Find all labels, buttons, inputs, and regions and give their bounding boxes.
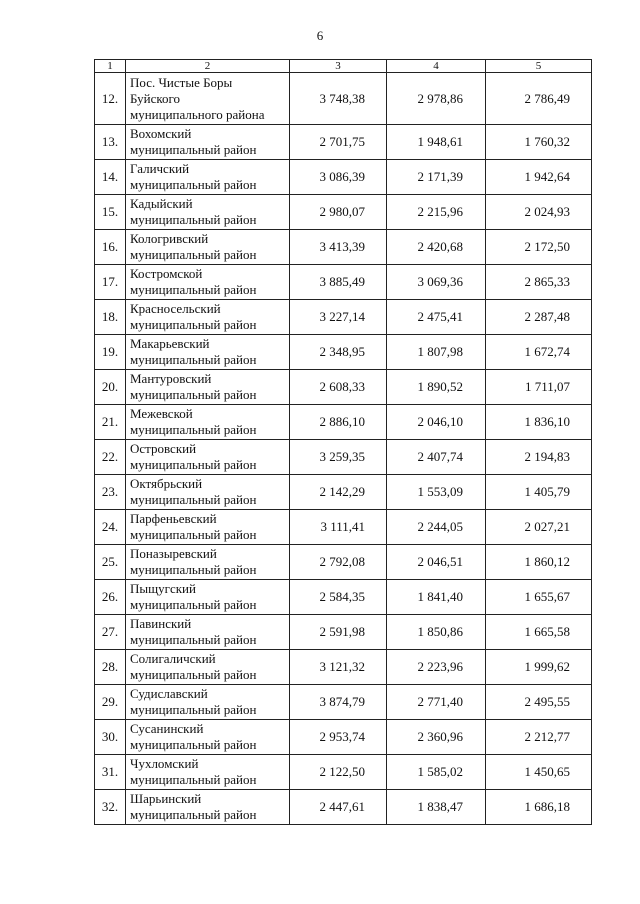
value-col-4: 1 890,52 (387, 370, 486, 405)
district-name-line: муниципальный район (130, 527, 257, 542)
value-col-5: 2 495,55 (486, 685, 592, 720)
table-row (95, 755, 592, 790)
row-number: 31. (95, 755, 126, 790)
district-name-line: Павинский (130, 616, 192, 631)
value-col-4: 2 771,40 (387, 685, 486, 720)
value-col-3: 2 980,07 (290, 195, 387, 230)
value-col-5: 2 024,93 (486, 195, 592, 230)
value-col-4: 2 046,10 (387, 405, 486, 440)
table-row (95, 650, 592, 685)
value-col-3: 2 142,29 (290, 475, 387, 510)
table-row (95, 265, 592, 300)
table-row (95, 580, 592, 615)
value-col-5: 1 711,07 (486, 370, 592, 405)
district-name (126, 265, 290, 300)
value-col-4: 2 420,68 (387, 230, 486, 265)
district-name-line: муниципальный район (130, 492, 257, 507)
district-name (126, 685, 290, 720)
row-number: 22. (95, 440, 126, 475)
district-name-line: муниципальный район (130, 562, 257, 577)
row-number: 14. (95, 160, 126, 195)
table-row (95, 440, 592, 475)
table-row (95, 160, 592, 195)
value-col-3: 3 259,35 (290, 440, 387, 475)
district-name-line: Пос. Чистые Боры (130, 74, 233, 90)
district-name-line: Чухломский (130, 756, 199, 771)
value-col-3: 3 413,39 (290, 230, 387, 265)
header-cell-3: 3 (290, 60, 387, 73)
value-col-4: 1 838,47 (387, 790, 486, 825)
table-row (95, 475, 592, 510)
value-col-3: 2 584,35 (290, 580, 387, 615)
value-col-3: 3 121,32 (290, 650, 387, 685)
district-name (126, 580, 290, 615)
value-col-5: 2 865,33 (486, 265, 592, 300)
district-name (126, 230, 290, 265)
row-number: 24. (95, 510, 126, 545)
district-name-line: муниципальный район (130, 212, 257, 227)
district-name-line: муниципальный район (130, 247, 257, 262)
district-name (126, 405, 290, 440)
district-name (126, 440, 290, 475)
row-number: 19. (95, 335, 126, 370)
value-col-4: 2 407,74 (387, 440, 486, 475)
row-number: 21. (95, 405, 126, 440)
district-name (126, 790, 290, 825)
district-name-line: Парфеньевский (130, 511, 217, 526)
value-col-5: 1 665,58 (486, 615, 592, 650)
value-col-5: 2 287,48 (486, 300, 592, 335)
value-col-5: 2 786,49 (486, 73, 592, 125)
row-number: 20. (95, 370, 126, 405)
value-col-5: 1 999,62 (486, 650, 592, 685)
district-name (126, 73, 290, 125)
row-number: 12. (95, 73, 126, 125)
row-number: 13. (95, 125, 126, 160)
district-name (126, 335, 290, 370)
header-row (95, 60, 592, 73)
value-col-4: 1 807,98 (387, 335, 486, 370)
table-row (95, 720, 592, 755)
table-row (95, 370, 592, 405)
row-number: 25. (95, 545, 126, 580)
district-name-line: муниципальный район (130, 457, 257, 472)
district-name (126, 475, 290, 510)
district-name-line: Межевской (130, 406, 193, 421)
district-name (126, 125, 290, 160)
row-number: 23. (95, 475, 126, 510)
value-col-3: 3 227,14 (290, 300, 387, 335)
district-name-line: муниципальный район (130, 632, 257, 647)
district-name (126, 160, 290, 195)
district-name-line: Костромской (130, 266, 203, 281)
value-col-3: 3 885,49 (290, 265, 387, 300)
value-col-5: 1 860,12 (486, 545, 592, 580)
table-row (95, 335, 592, 370)
value-col-4: 2 215,96 (387, 195, 486, 230)
value-col-3: 2 591,98 (290, 615, 387, 650)
row-number: 16. (95, 230, 126, 265)
table-body (95, 73, 592, 825)
table-row (95, 685, 592, 720)
value-col-3: 2 608,33 (290, 370, 387, 405)
district-name-line: Мантуровский (130, 371, 212, 386)
row-number: 29. (95, 685, 126, 720)
value-col-3: 3 748,38 (290, 73, 387, 125)
table-row (95, 510, 592, 545)
value-col-4: 1 948,61 (387, 125, 486, 160)
row-number: 28. (95, 650, 126, 685)
district-name-line: муниципальный район (130, 772, 257, 787)
district-name (126, 755, 290, 790)
district-name-line: Октябрьский (130, 476, 203, 491)
value-col-3: 2 953,74 (290, 720, 387, 755)
value-col-4: 1 585,02 (387, 755, 486, 790)
district-name (126, 195, 290, 230)
district-name (126, 370, 290, 405)
district-name-line: муниципальный район (130, 597, 257, 612)
district-name-line: Буйского (130, 90, 181, 106)
value-col-4: 1 850,86 (387, 615, 486, 650)
header-cell-1: 1 (95, 60, 126, 73)
header-cell-4: 4 (387, 60, 486, 73)
district-name-line: Судиславский (130, 686, 208, 701)
row-number: 30. (95, 720, 126, 755)
table-row (95, 300, 592, 335)
district-name-line: Кадыйский (130, 196, 193, 211)
value-col-4: 2 223,96 (387, 650, 486, 685)
data-table (94, 59, 592, 825)
header-cell-2: 2 (126, 60, 290, 73)
district-name (126, 300, 290, 335)
district-name (126, 545, 290, 580)
district-name-line: Островский (130, 441, 197, 456)
district-name-line: Кологривский (130, 231, 209, 246)
district-name-line: муниципальный район (130, 317, 257, 332)
value-col-5: 2 194,83 (486, 440, 592, 475)
value-col-4: 2 360,96 (387, 720, 486, 755)
value-col-4: 2 475,41 (387, 300, 486, 335)
value-col-4: 2 978,86 (387, 73, 486, 125)
district-name-line: муниципальный район (130, 667, 257, 682)
value-col-3: 2 447,61 (290, 790, 387, 825)
value-col-4: 3 069,36 (387, 265, 486, 300)
value-col-4: 2 046,51 (387, 545, 486, 580)
table-row (95, 195, 592, 230)
district-name-line: Шарьинский (130, 791, 202, 806)
table-row (95, 405, 592, 440)
row-number: 32. (95, 790, 126, 825)
district-name-line: Красносельский (130, 301, 221, 316)
value-col-3: 2 886,10 (290, 405, 387, 440)
value-col-5: 2 212,77 (486, 720, 592, 755)
value-col-3: 3 086,39 (290, 160, 387, 195)
value-col-5: 2 027,21 (486, 510, 592, 545)
district-name-line: муниципальный район (130, 282, 257, 297)
table-row (95, 230, 592, 265)
value-col-5: 1 672,74 (486, 335, 592, 370)
table-row (95, 615, 592, 650)
header-cell-5: 5 (486, 60, 592, 73)
row-number: 17. (95, 265, 126, 300)
value-col-5: 1 686,18 (486, 790, 592, 825)
value-col-4: 1 841,40 (387, 580, 486, 615)
district-name (126, 615, 290, 650)
district-name-line: муниципальный район (130, 352, 257, 367)
district-name-line: муниципальный район (130, 142, 257, 157)
value-col-3: 2 701,75 (290, 125, 387, 160)
value-col-5: 1 655,67 (486, 580, 592, 615)
value-col-3: 3 111,41 (290, 510, 387, 545)
district-name (126, 510, 290, 545)
value-col-4: 1 553,09 (387, 475, 486, 510)
value-col-5: 1 942,64 (486, 160, 592, 195)
row-number: 26. (95, 580, 126, 615)
district-name-line: муниципальный район (130, 387, 257, 402)
row-number: 15. (95, 195, 126, 230)
table-row (95, 545, 592, 580)
page-number: 6 (316, 28, 324, 43)
district-name-line: Поназыревский (130, 546, 217, 561)
value-col-3: 2 792,08 (290, 545, 387, 580)
table-row (95, 73, 592, 125)
district-name-line: муниципальный район (130, 807, 257, 822)
district-name-line: Пыщугский (130, 581, 196, 596)
row-number: 27. (95, 615, 126, 650)
table-row (95, 125, 592, 160)
district-name-line: муниципальный район (130, 177, 257, 192)
value-col-5: 2 172,50 (486, 230, 592, 265)
value-col-5: 1 450,65 (486, 755, 592, 790)
value-col-3: 3 874,79 (290, 685, 387, 720)
value-col-3: 2 348,95 (290, 335, 387, 370)
district-name-line: муниципальный район (130, 702, 257, 717)
value-col-4: 2 171,39 (387, 160, 486, 195)
value-col-4: 2 244,05 (387, 510, 486, 545)
value-col-3: 2 122,50 (290, 755, 387, 790)
district-name-line: Галичский (130, 161, 190, 176)
district-name-line: Вохомский (130, 126, 192, 141)
district-name-line: муниципальный район (130, 422, 257, 437)
district-name-line: муниципальный район (130, 737, 257, 752)
district-name-line: муниципального района (130, 106, 265, 122)
district-name (126, 720, 290, 755)
row-number: 18. (95, 300, 126, 335)
district-name-line: Солигаличский (130, 651, 216, 666)
district-name-line: Сусанинский (130, 721, 204, 736)
value-col-5: 1 760,32 (486, 125, 592, 160)
table-row (95, 790, 592, 825)
value-col-5: 1 836,10 (486, 405, 592, 440)
district-name (126, 650, 290, 685)
value-col-5: 1 405,79 (486, 475, 592, 510)
district-name-line: Макарьевский (130, 336, 210, 351)
